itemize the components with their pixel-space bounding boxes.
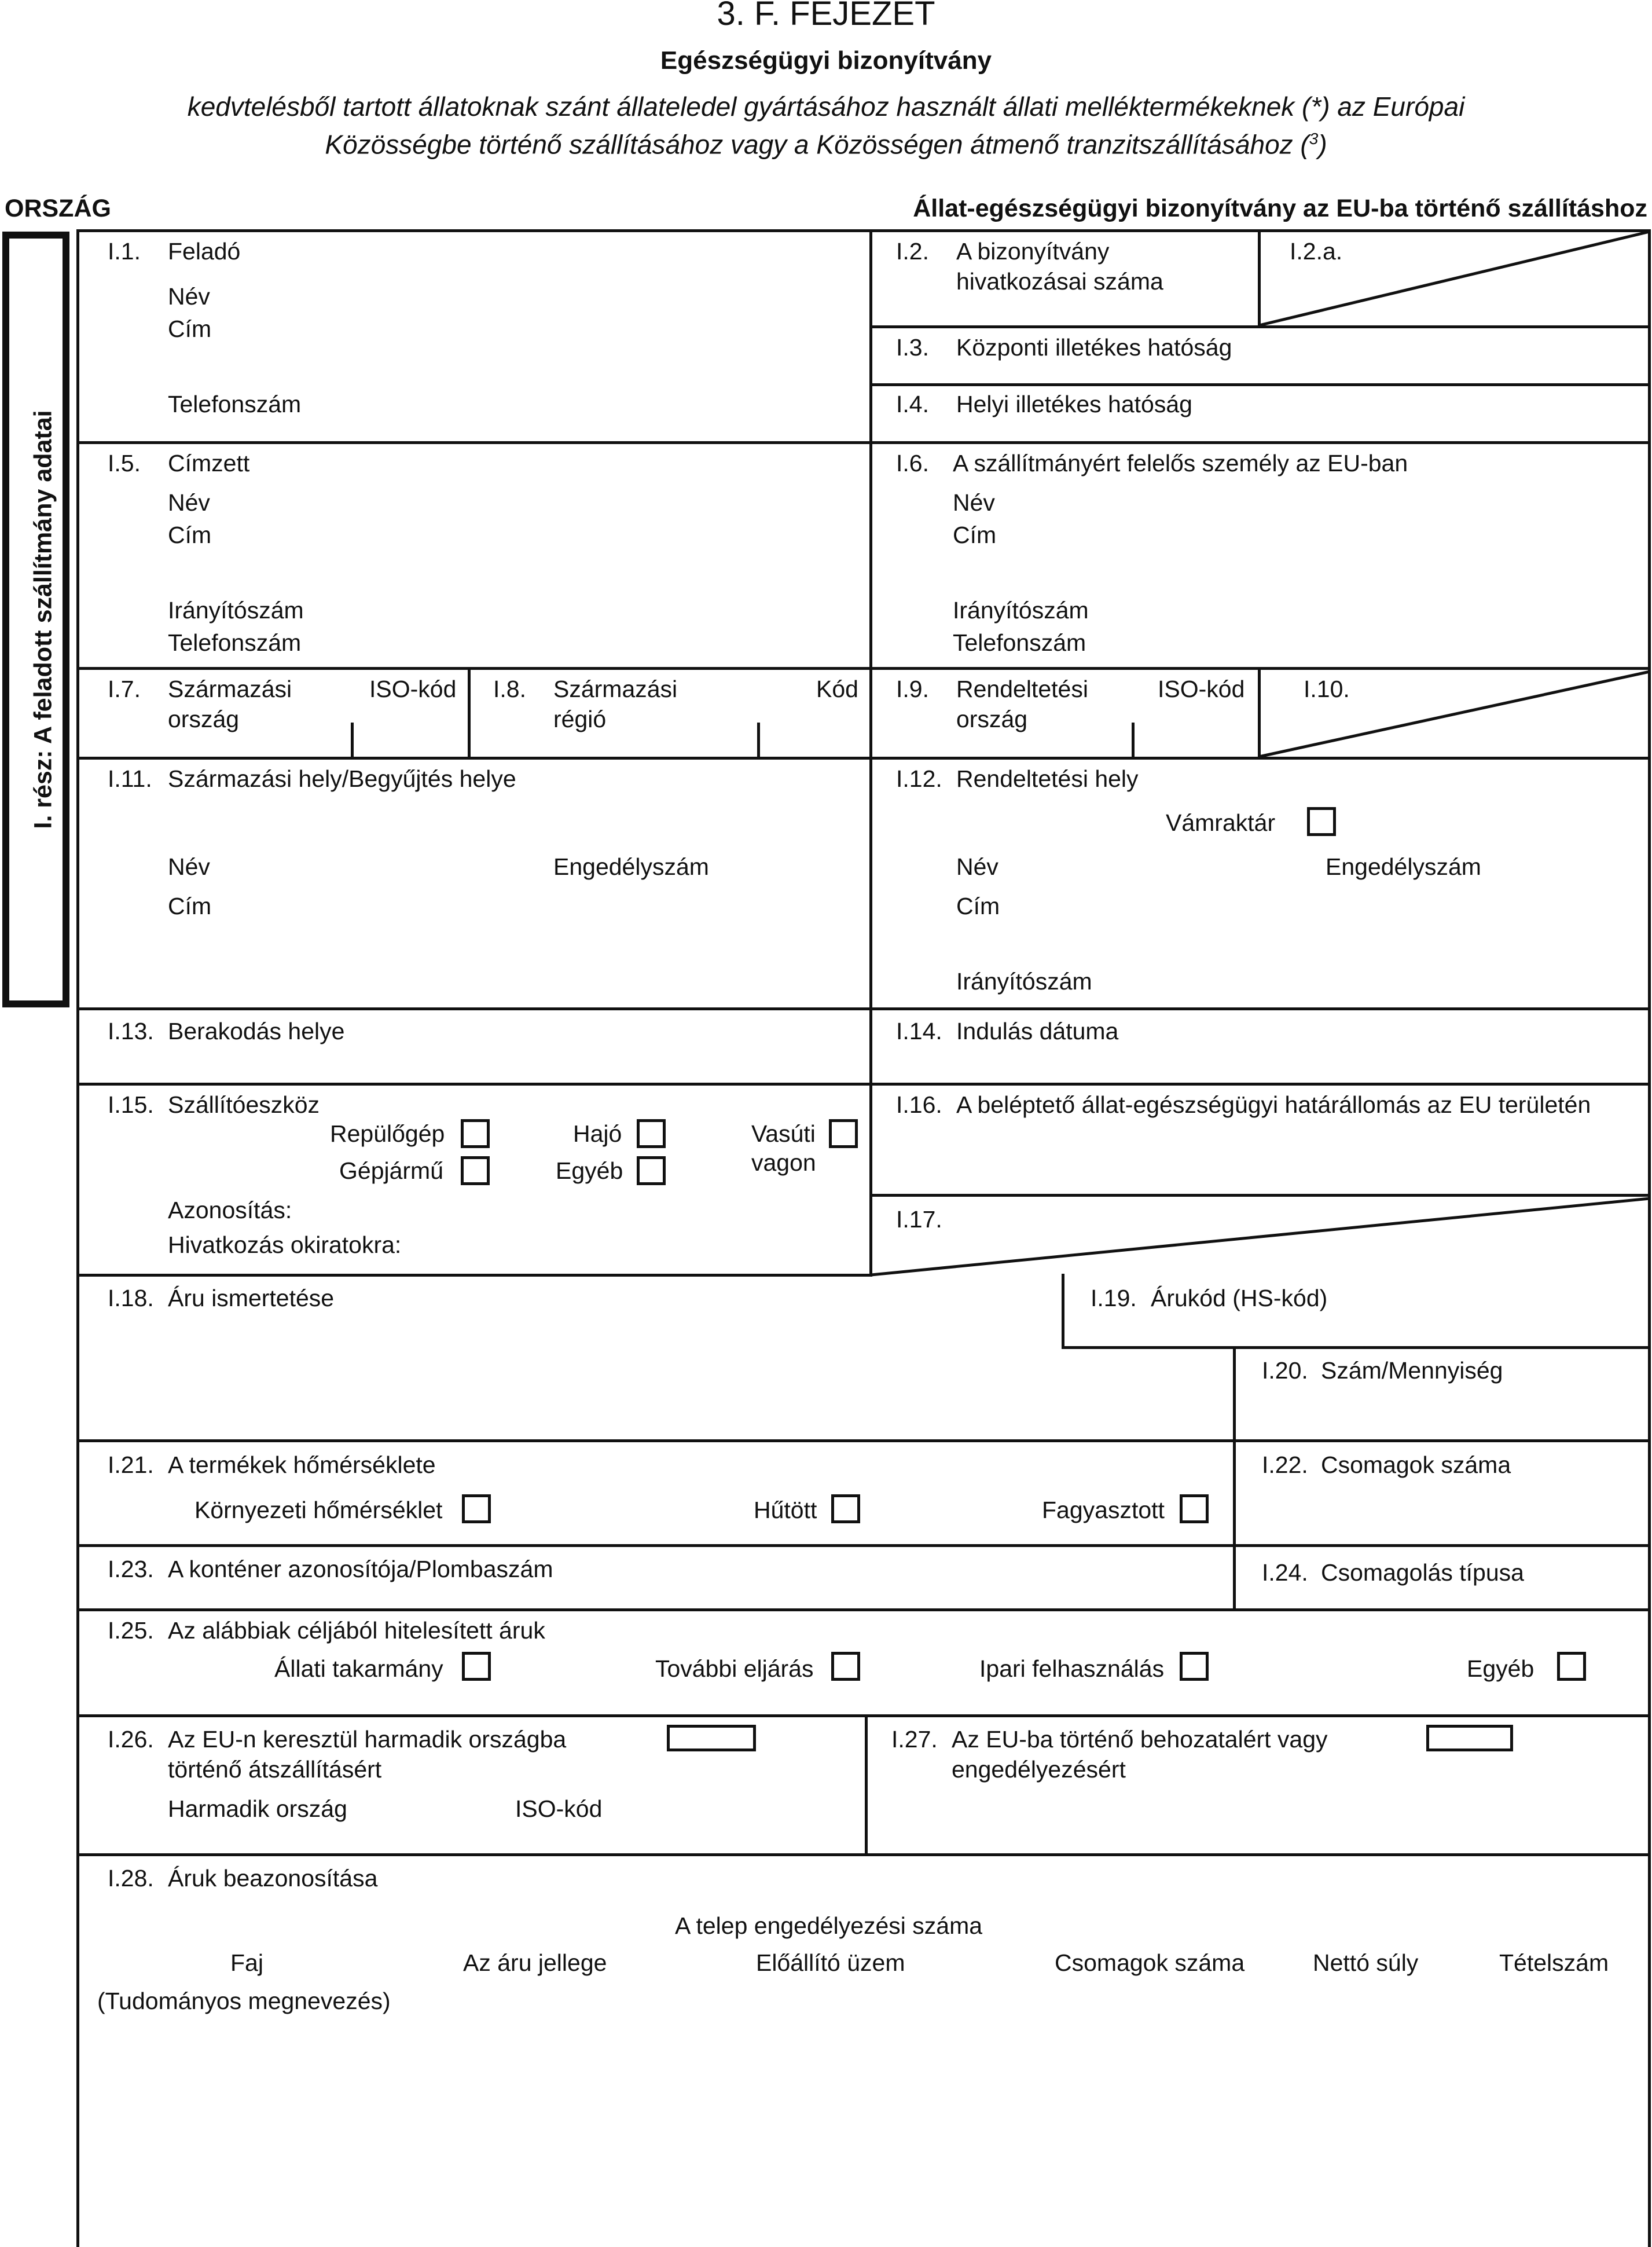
i12-approval-no: Engedélyszám bbox=[1326, 853, 1481, 880]
i24-number: I.24. bbox=[1262, 1559, 1308, 1586]
i8-code: Kód bbox=[816, 676, 858, 702]
i22-number: I.22. bbox=[1262, 1451, 1308, 1478]
i25-label: Az alábbiak céljából hitelesített áruk bbox=[168, 1617, 545, 1644]
i2-label-1: A bizonyítvány bbox=[956, 238, 1110, 265]
i25-industrial-label: Ipari felhasználás bbox=[979, 1655, 1165, 1682]
i21-ambient-checkbox[interactable] bbox=[462, 1494, 491, 1523]
i8-label-1: Származási bbox=[553, 676, 678, 702]
i23-number: I.23. bbox=[108, 1556, 154, 1582]
i12-name: Név bbox=[956, 853, 998, 880]
i20-number: I.20. bbox=[1262, 1357, 1308, 1384]
i15-ship-checkbox[interactable] bbox=[637, 1119, 666, 1148]
i2-number: I.2. bbox=[896, 238, 929, 265]
subtitle-line-2-text: Közösségbe történő szállításához vagy a Közösségen átmenő tranzitszállításához ( bbox=[325, 129, 1309, 160]
i5-address: Cím bbox=[168, 522, 212, 548]
i16-number: I.16. bbox=[896, 1091, 942, 1118]
i7-label-1: Származási bbox=[168, 676, 292, 702]
i6-phone: Telefonszám bbox=[953, 629, 1086, 656]
i28-label: Áruk beazonosítása bbox=[168, 1865, 378, 1892]
i15-airplane-checkbox[interactable] bbox=[461, 1119, 490, 1148]
i19-label: Árukód (HS-kód) bbox=[1151, 1285, 1328, 1311]
i12-customs-checkbox[interactable] bbox=[1307, 807, 1336, 836]
i26-label-1: Az EU-n keresztül harmadik országba bbox=[168, 1726, 567, 1753]
i15-ship-label: Hajó bbox=[573, 1120, 622, 1147]
i27-number: I.27. bbox=[891, 1726, 938, 1753]
i11-address: Cím bbox=[168, 893, 212, 919]
i2a-number: I.2.a. bbox=[1290, 238, 1343, 265]
i12-number: I.12. bbox=[896, 765, 942, 792]
i15-other-label: Egyéb bbox=[556, 1157, 623, 1184]
i6-postcode: Irányítószám bbox=[953, 597, 1089, 624]
i21-number: I.21. bbox=[108, 1451, 154, 1478]
i21-label: A termékek hőmérséklete bbox=[168, 1451, 436, 1478]
i7-label-2: ország bbox=[168, 706, 240, 732]
i28-col-batch: Tételszám bbox=[1499, 1949, 1609, 1976]
i26-box[interactable] bbox=[667, 1725, 756, 1751]
i11-label: Származási hely/Begyűjtés helye bbox=[168, 765, 516, 792]
i28-number: I.28. bbox=[108, 1865, 154, 1892]
i28-col-species: Faj bbox=[230, 1949, 263, 1976]
i28-col-net-weight: Nettó súly bbox=[1313, 1949, 1419, 1976]
i28-col-packages: Csomagok száma bbox=[1055, 1949, 1245, 1976]
i8-number: I.8. bbox=[493, 676, 526, 702]
document-title: Egészségügyi bizonyítvány bbox=[660, 46, 992, 75]
i15-number: I.15. bbox=[108, 1091, 154, 1118]
i16-label: A beléptető állat-egészségügyi határállomás az EU területén bbox=[956, 1091, 1591, 1118]
i26-third-country: Harmadik ország bbox=[168, 1795, 347, 1822]
i5-label: Címzett bbox=[168, 450, 250, 476]
i12-label: Rendeltetési hely bbox=[956, 765, 1139, 792]
i25-feed-checkbox[interactable] bbox=[462, 1652, 491, 1681]
i24-label: Csomagolás típusa bbox=[1321, 1559, 1524, 1586]
i15-vehicle-label: Gépjármű bbox=[339, 1157, 444, 1184]
i15-label: Szállítóeszköz bbox=[168, 1091, 320, 1118]
i25-further-checkbox[interactable] bbox=[831, 1652, 860, 1681]
i11-approval-no: Engedélyszám bbox=[553, 853, 709, 880]
part1-side-label: I. rész: A feladott szállítmány adatai bbox=[29, 410, 57, 829]
i28-scientific-name: (Tudományos megnevezés) bbox=[97, 1988, 391, 2014]
i12-customs-label: Vámraktár bbox=[1166, 809, 1276, 836]
i15-doc-ref: Hivatkozás okiratokra: bbox=[168, 1231, 402, 1258]
i11-number: I.11. bbox=[108, 765, 152, 792]
i9-label-1: Rendeltetési bbox=[956, 676, 1088, 702]
i6-address: Cím bbox=[953, 522, 997, 548]
i25-feed-label: Állati takarmány bbox=[274, 1655, 443, 1682]
i11-name: Név bbox=[168, 853, 210, 880]
country-label: ORSZÁG bbox=[5, 195, 111, 222]
i28-col-plant: Előállító üzem bbox=[756, 1949, 905, 1976]
i5-postcode: Irányítószám bbox=[168, 597, 304, 624]
i9-number: I.9. bbox=[896, 676, 929, 702]
i21-chilled-label: Hűtött bbox=[754, 1497, 817, 1523]
i1-number: I.1. bbox=[108, 238, 141, 265]
i1-phone: Telefonszám bbox=[168, 391, 302, 417]
i21-frozen-checkbox[interactable] bbox=[1180, 1494, 1209, 1523]
chapter-heading: 3. F. FEJEZET bbox=[717, 0, 935, 32]
subtitle-footnote: 3 bbox=[1309, 130, 1319, 148]
i27-label-2: engedélyezésért bbox=[952, 1756, 1126, 1783]
i6-number: I.6. bbox=[896, 450, 929, 476]
i27-box[interactable] bbox=[1426, 1725, 1513, 1751]
i25-other-label: Egyéb bbox=[1467, 1655, 1534, 1682]
i10-number: I.10. bbox=[1304, 676, 1350, 702]
i2-label-2: hivatkozásai száma bbox=[956, 268, 1163, 295]
i1-label: Feladó bbox=[168, 238, 241, 265]
i13-label: Berakodás helye bbox=[168, 1018, 345, 1044]
i14-label: Indulás dátuma bbox=[956, 1018, 1119, 1044]
i14-number: I.14. bbox=[896, 1018, 942, 1044]
i5-name: Név bbox=[168, 489, 210, 516]
i25-other-checkbox[interactable] bbox=[1557, 1652, 1586, 1681]
i22-label: Csomagok száma bbox=[1321, 1451, 1511, 1478]
i4-number: I.4. bbox=[896, 391, 929, 417]
i18-label: Áru ismertetése bbox=[168, 1285, 335, 1311]
i1-name: Név bbox=[168, 283, 210, 310]
i21-chilled-checkbox[interactable] bbox=[831, 1494, 860, 1523]
i12-postcode: Irányítószám bbox=[956, 968, 1092, 995]
i6-label: A szállítmányért felelős személy az EU-ban bbox=[953, 450, 1408, 476]
i15-other-checkbox[interactable] bbox=[637, 1156, 666, 1185]
i15-vehicle-checkbox[interactable] bbox=[461, 1156, 490, 1185]
subtitle-line-1: kedvtelésből tartott állatoknak szánt állateledel gyártásához használt állati melléktermékeknek (*) az Európai bbox=[187, 91, 1465, 122]
i4-label: Helyi illetékes hatóság bbox=[956, 391, 1192, 417]
i9-iso-code: ISO-kód bbox=[1158, 676, 1245, 702]
i8-label-2: régió bbox=[553, 706, 607, 732]
i1-address: Cím bbox=[168, 316, 212, 342]
i25-number: I.25. bbox=[108, 1617, 154, 1644]
i26-number: I.26. bbox=[108, 1726, 154, 1753]
i3-label: Központi illetékes hatóság bbox=[956, 334, 1232, 361]
i25-industrial-checkbox[interactable] bbox=[1180, 1652, 1209, 1681]
cert-eu-label: Állat-egészségügyi bizonyítvány az EU-ba történő szállításhoz bbox=[913, 195, 1647, 222]
i7-iso-code: ISO-kód bbox=[369, 676, 457, 702]
i17-number: I.17. bbox=[896, 1206, 942, 1233]
i26-label-2: történő átszállításért bbox=[168, 1756, 382, 1783]
i3-number: I.3. bbox=[896, 334, 929, 361]
i20-label: Szám/Mennyiség bbox=[1321, 1357, 1503, 1384]
i21-ambient-label: Környezeti hőmérséklet bbox=[194, 1497, 443, 1523]
i9-label-2: ország bbox=[956, 706, 1028, 732]
i21-frozen-label: Fagyasztott bbox=[1042, 1497, 1165, 1523]
i23-label: A konténer azonosítója/Plombaszám bbox=[168, 1556, 553, 1582]
i15-identification: Azonosítás: bbox=[168, 1197, 292, 1223]
i26-iso-code: ISO-kód bbox=[515, 1795, 603, 1822]
i28-col-nature: Az áru jellege bbox=[463, 1949, 607, 1976]
i28-establishment: A telep engedélyezési száma bbox=[675, 1912, 983, 1939]
i19-number: I.19. bbox=[1091, 1285, 1137, 1311]
i15-rail-label-1: Vasúti bbox=[751, 1120, 816, 1147]
i12-address: Cím bbox=[956, 893, 1000, 919]
i5-number: I.5. bbox=[108, 450, 141, 476]
i25-further-label: További eljárás bbox=[655, 1655, 814, 1682]
i15-rail-label-2: vagon bbox=[751, 1149, 816, 1176]
i15-rail-checkbox[interactable] bbox=[829, 1119, 858, 1148]
i7-number: I.7. bbox=[108, 676, 141, 702]
i18-number: I.18. bbox=[108, 1285, 154, 1311]
i6-name: Név bbox=[953, 489, 995, 516]
subtitle-line-2-end: ) bbox=[1318, 129, 1327, 160]
i5-phone: Telefonszám bbox=[168, 629, 302, 656]
i15-airplane-label: Repülőgép bbox=[330, 1120, 445, 1147]
i27-label-1: Az EU-ba történő behozatalért vagy bbox=[952, 1726, 1328, 1753]
i13-number: I.13. bbox=[108, 1018, 154, 1044]
